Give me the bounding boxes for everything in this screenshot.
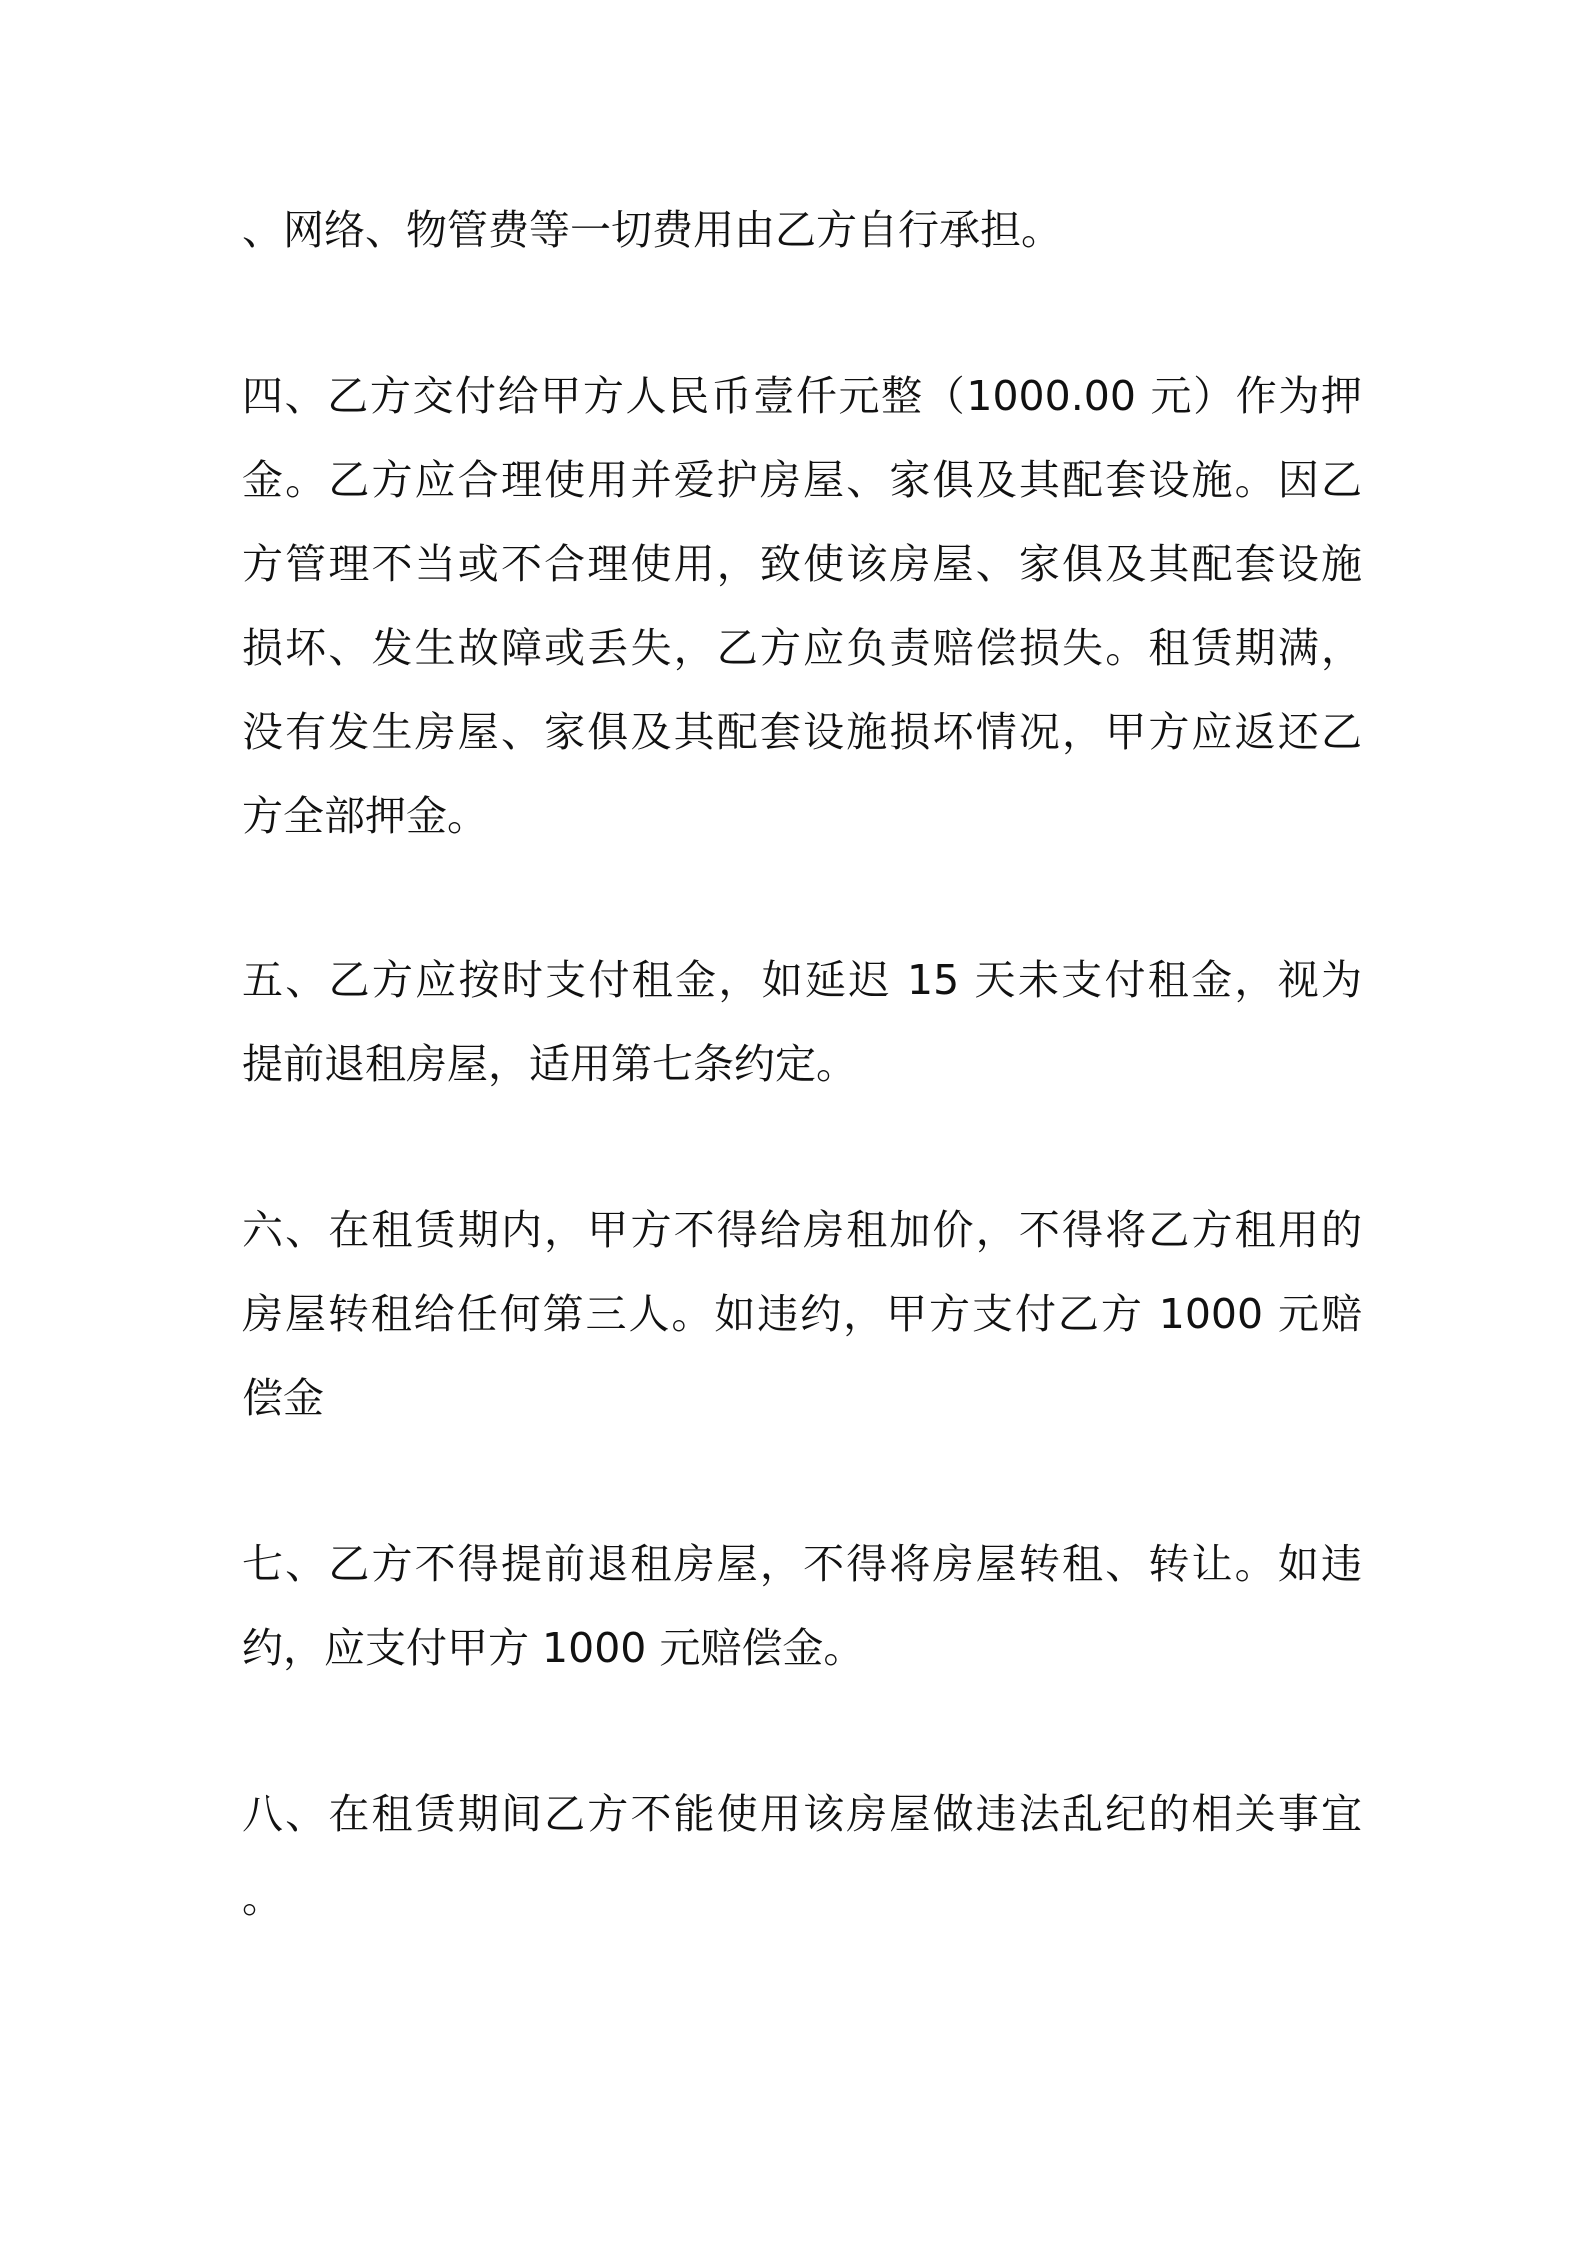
clause-8-line-0: 八、在租赁期间乙方不能使用该房屋做违法乱纪的相关事宜 [242,1790,1362,1838]
clause-5-line-0: 五、乙方应按时支付租金，如延迟 15 天未支付租金，视为 [242,956,1362,1004]
clause-7-line-1: 约，应支付甲方 1000 元赔偿金。 [242,1624,865,1672]
clause-8-line-1: 。 [242,1874,283,1922]
clause-5-line-1: 提前退租房屋，适用第七条约定。 [242,1040,857,1088]
clause-4-line-0: 四、乙方交付给甲方人民币壹仟元整（1000.00 元）作为押 [242,372,1362,420]
clause-4-line-5: 方全部押金。 [242,792,488,840]
clause-6-line-1: 房屋转租给任何第三人。如违约，甲方支付乙方 1000 元赔 [242,1290,1362,1338]
clause-4-line-4: 没有发生房屋、家俱及其配套设施损坏情况，甲方应返还乙 [242,708,1362,756]
paragraph-0-line-0: 、网络、物管费等一切费用由乙方自行承担。 [242,206,1062,254]
clause-4-line-3: 损坏、发生故障或丢失，乙方应负责赔偿损失。租赁期满， [242,624,1362,672]
clause-6-line-0: 六、在租赁期内，甲方不得给房租加价，不得将乙方租用的 [242,1206,1362,1254]
clause-4-line-2: 方管理不当或不合理使用，致使该房屋、家俱及其配套设施 [242,540,1362,588]
clause-6-line-2: 偿金 [242,1374,324,1422]
clause-4-line-1: 金。乙方应合理使用并爱护房屋、家俱及其配套设施。因乙 [242,456,1362,504]
clause-7-line-0: 七、乙方不得提前退租房屋，不得将房屋转租、转让。如违 [242,1540,1362,1588]
